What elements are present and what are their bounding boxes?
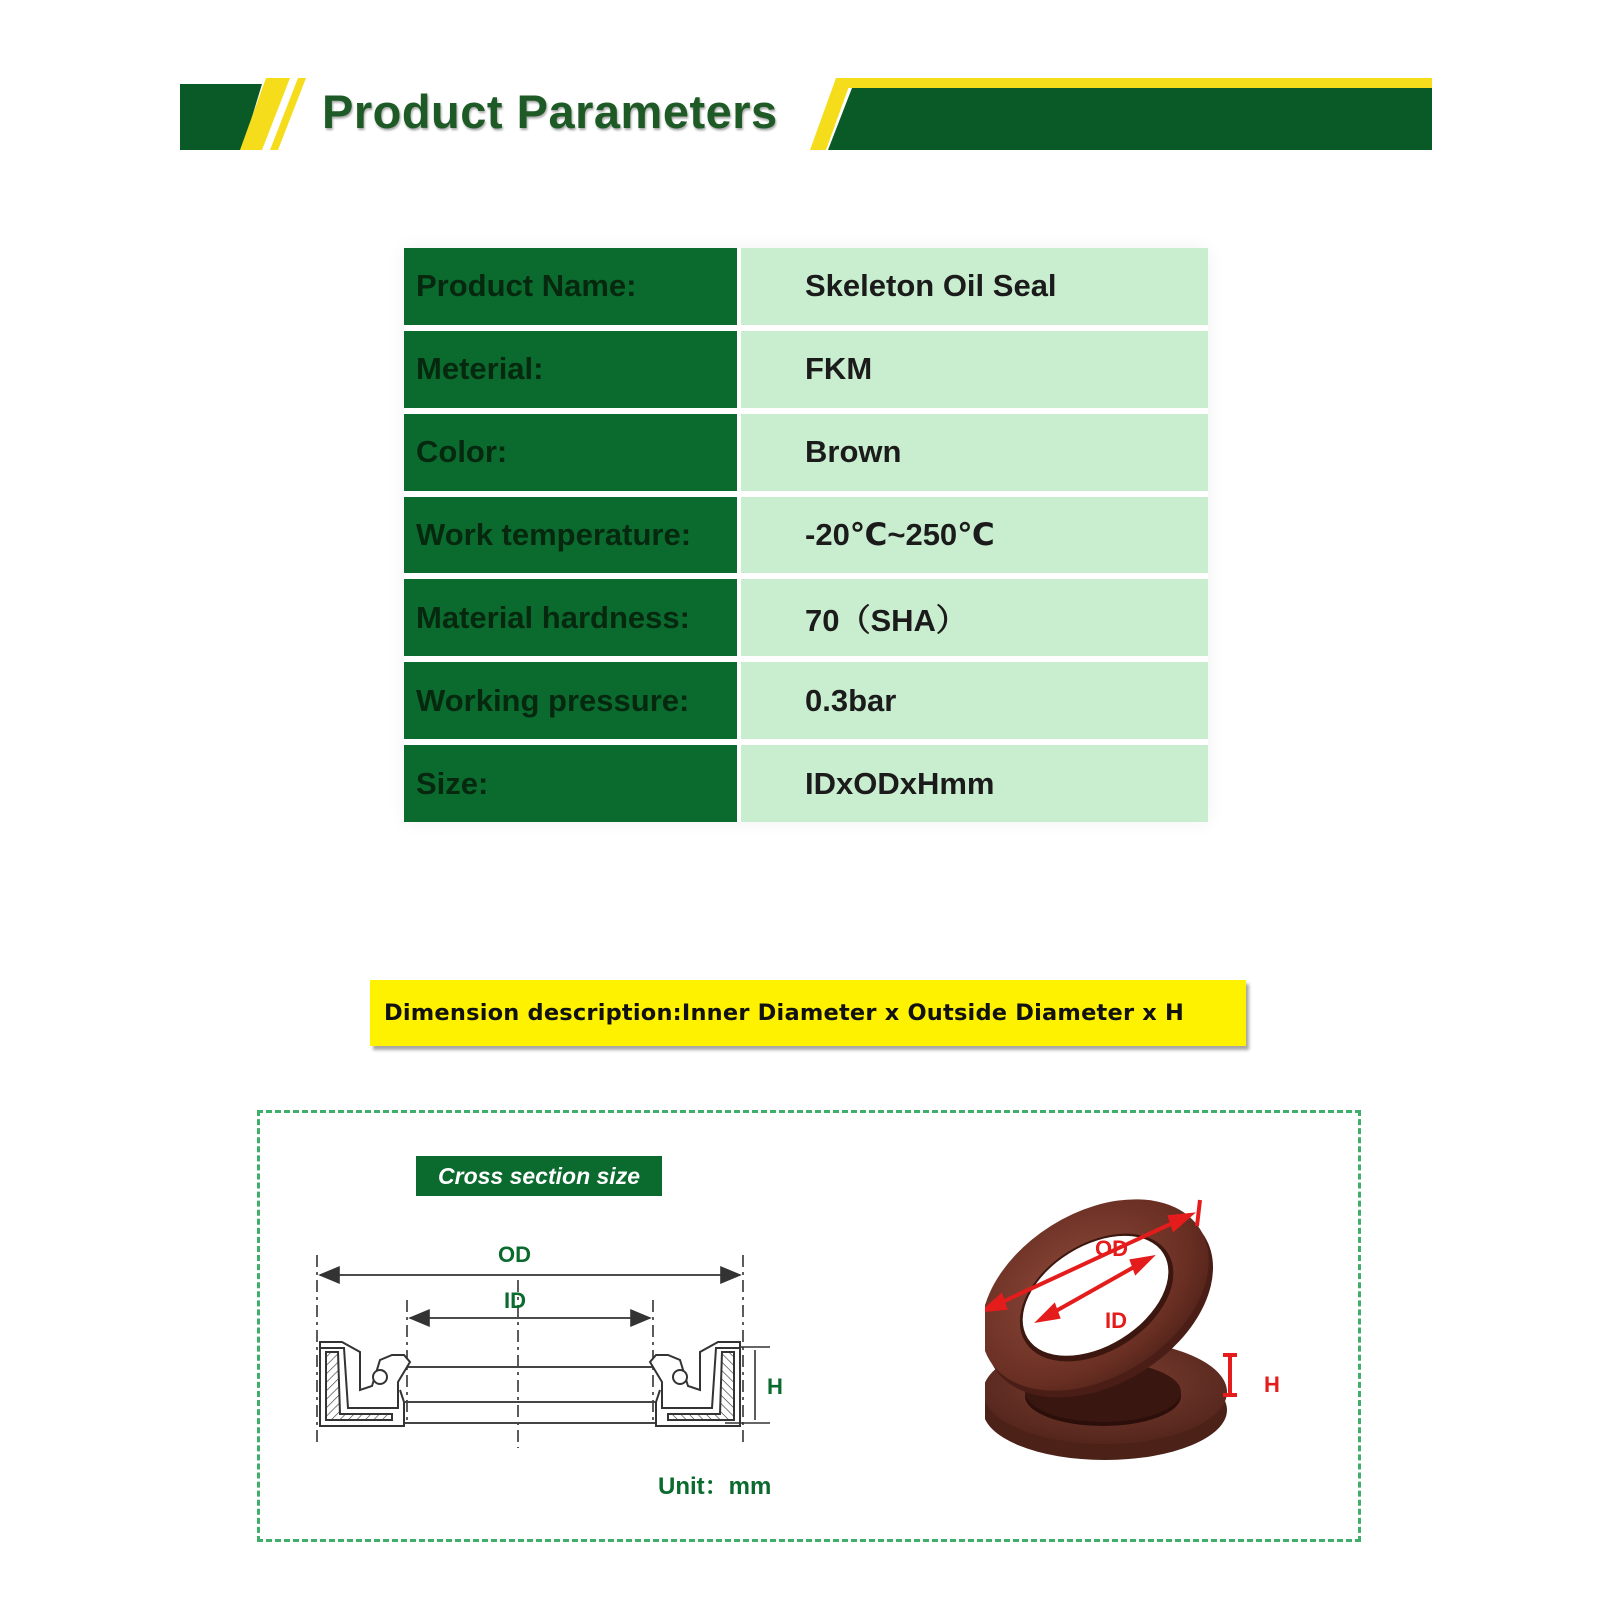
table-row [404,331,1208,408]
photo-id-label: ID [1105,1308,1127,1333]
unit-label: Unit：mm [658,1473,772,1500]
param-label: Size: [404,745,737,822]
photo-h-label: H [1264,1372,1280,1397]
param-value: 0.3bar [741,662,1208,739]
banner-right-block [828,88,1432,150]
param-label: Color: [404,414,737,491]
table-row [404,579,1208,656]
diagram-id-label: ID [504,1288,526,1313]
table-row [404,248,1208,325]
param-value: Brown [741,414,1208,491]
param-value: FKM [741,331,1208,408]
banner-graphic [0,0,1600,170]
param-label: Product Name: [404,248,737,325]
table-row [404,414,1208,491]
param-value: IDxODxHmm [741,745,1208,822]
cross-section-diagram [300,1230,800,1460]
cross-section-label: Cross section size [416,1156,662,1196]
diagram-h-label: H [767,1374,783,1399]
table-row [404,662,1208,739]
param-label: Work temperature: [404,497,737,574]
param-value: 70（SHA） [741,579,1208,656]
param-label: Working pressure: [404,662,737,739]
param-label: Meterial: [404,331,737,408]
diagram-od-label: OD [498,1242,531,1267]
dimension-description: Dimension description:Inner Diameter x Outside Diameter x H [370,980,1246,1046]
photo-od-label: OD [1095,1236,1128,1261]
page-title: Product Parameters [322,85,778,138]
banner-right-top-stripe [836,78,1432,88]
param-value: Skeleton Oil Seal [741,248,1208,325]
table-row [404,497,1208,574]
seal-photo [985,1160,1305,1480]
table-row [404,745,1208,822]
header-banner [0,0,1600,170]
parameter-table [404,248,1208,822]
param-value: -20℃~250℃ [741,497,1208,574]
param-label: Material hardness: [404,579,737,656]
